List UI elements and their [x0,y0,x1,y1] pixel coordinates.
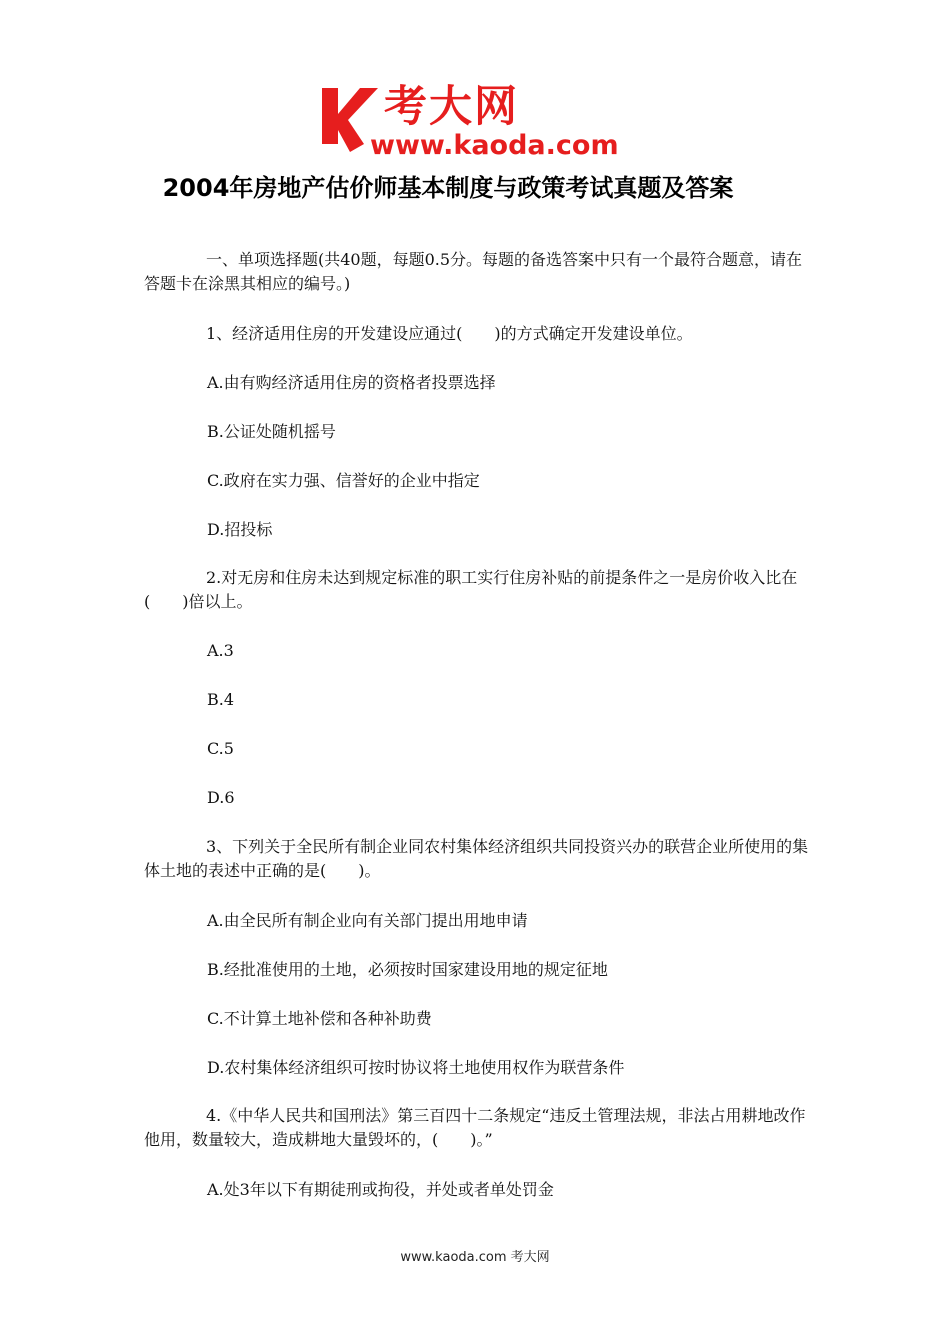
logo-brand-cn: 考大网 [384,82,519,132]
question-stem: 4.《中华人民共和国刑法》第三百四十二条规定“违反土管理法规，非法占用耕地改作他用，数量较大，造成耕地大量毁坏的，( )。” [144,1106,806,1149]
question-option: B.公证处随机摇号 [207,422,336,441]
question-stem: 2.对无房和住房未达到规定标准的职工实行住房补贴的前提条件之一是房价收入比在( )倍以上。 [144,568,798,611]
section-intro: 一、单项选择题(共40题，每题0.5分。每题的备选答案中只有一个最符合题意，请在答题卡在涂黑其相应的编号。) [144,250,803,293]
question-option: D.招投标 [207,520,273,539]
question-option: C.不计算土地补偿和各种补助费 [207,1009,432,1028]
question-stem: 3、下列关于全民所有制企业同农村集体经济组织共同投资兴办的联营企业所使用的集体土地的表述中正确的是( )。 [144,837,809,880]
logo-brand-url: www.kaoda.com [370,130,619,161]
document-title: 2004年房地产估价师基本制度与政策考试真题及答案 [162,174,734,202]
question-option: A.处3年以下有期徒刑或拘役，并处或者单处罚金 [207,1180,554,1199]
question-option: D.6 [207,788,235,807]
kaoda-logo [318,82,638,162]
question-option: D.农村集体经济组织可按时协议将土地使用权作为联营条件 [207,1058,625,1077]
question-option: A.由全民所有制企业向有关部门提出用地申请 [207,911,528,930]
question-stem: 1、经济适用住房的开发建设应通过( )的方式确定开发建设单位。 [206,324,693,343]
question-option: B.4 [207,690,235,709]
question-option: A.由有购经济适用住房的资格者投票选择 [207,373,496,392]
page-footer: www.kaoda.com 考大网 [400,1250,550,1265]
question-option: C.政府在实力强、信誉好的企业中指定 [207,471,480,490]
question-option: C.5 [207,739,234,758]
question-option: A.3 [207,641,234,660]
question-option: B.经批准使用的土地，必须按时国家建设用地的规定征地 [207,960,608,979]
